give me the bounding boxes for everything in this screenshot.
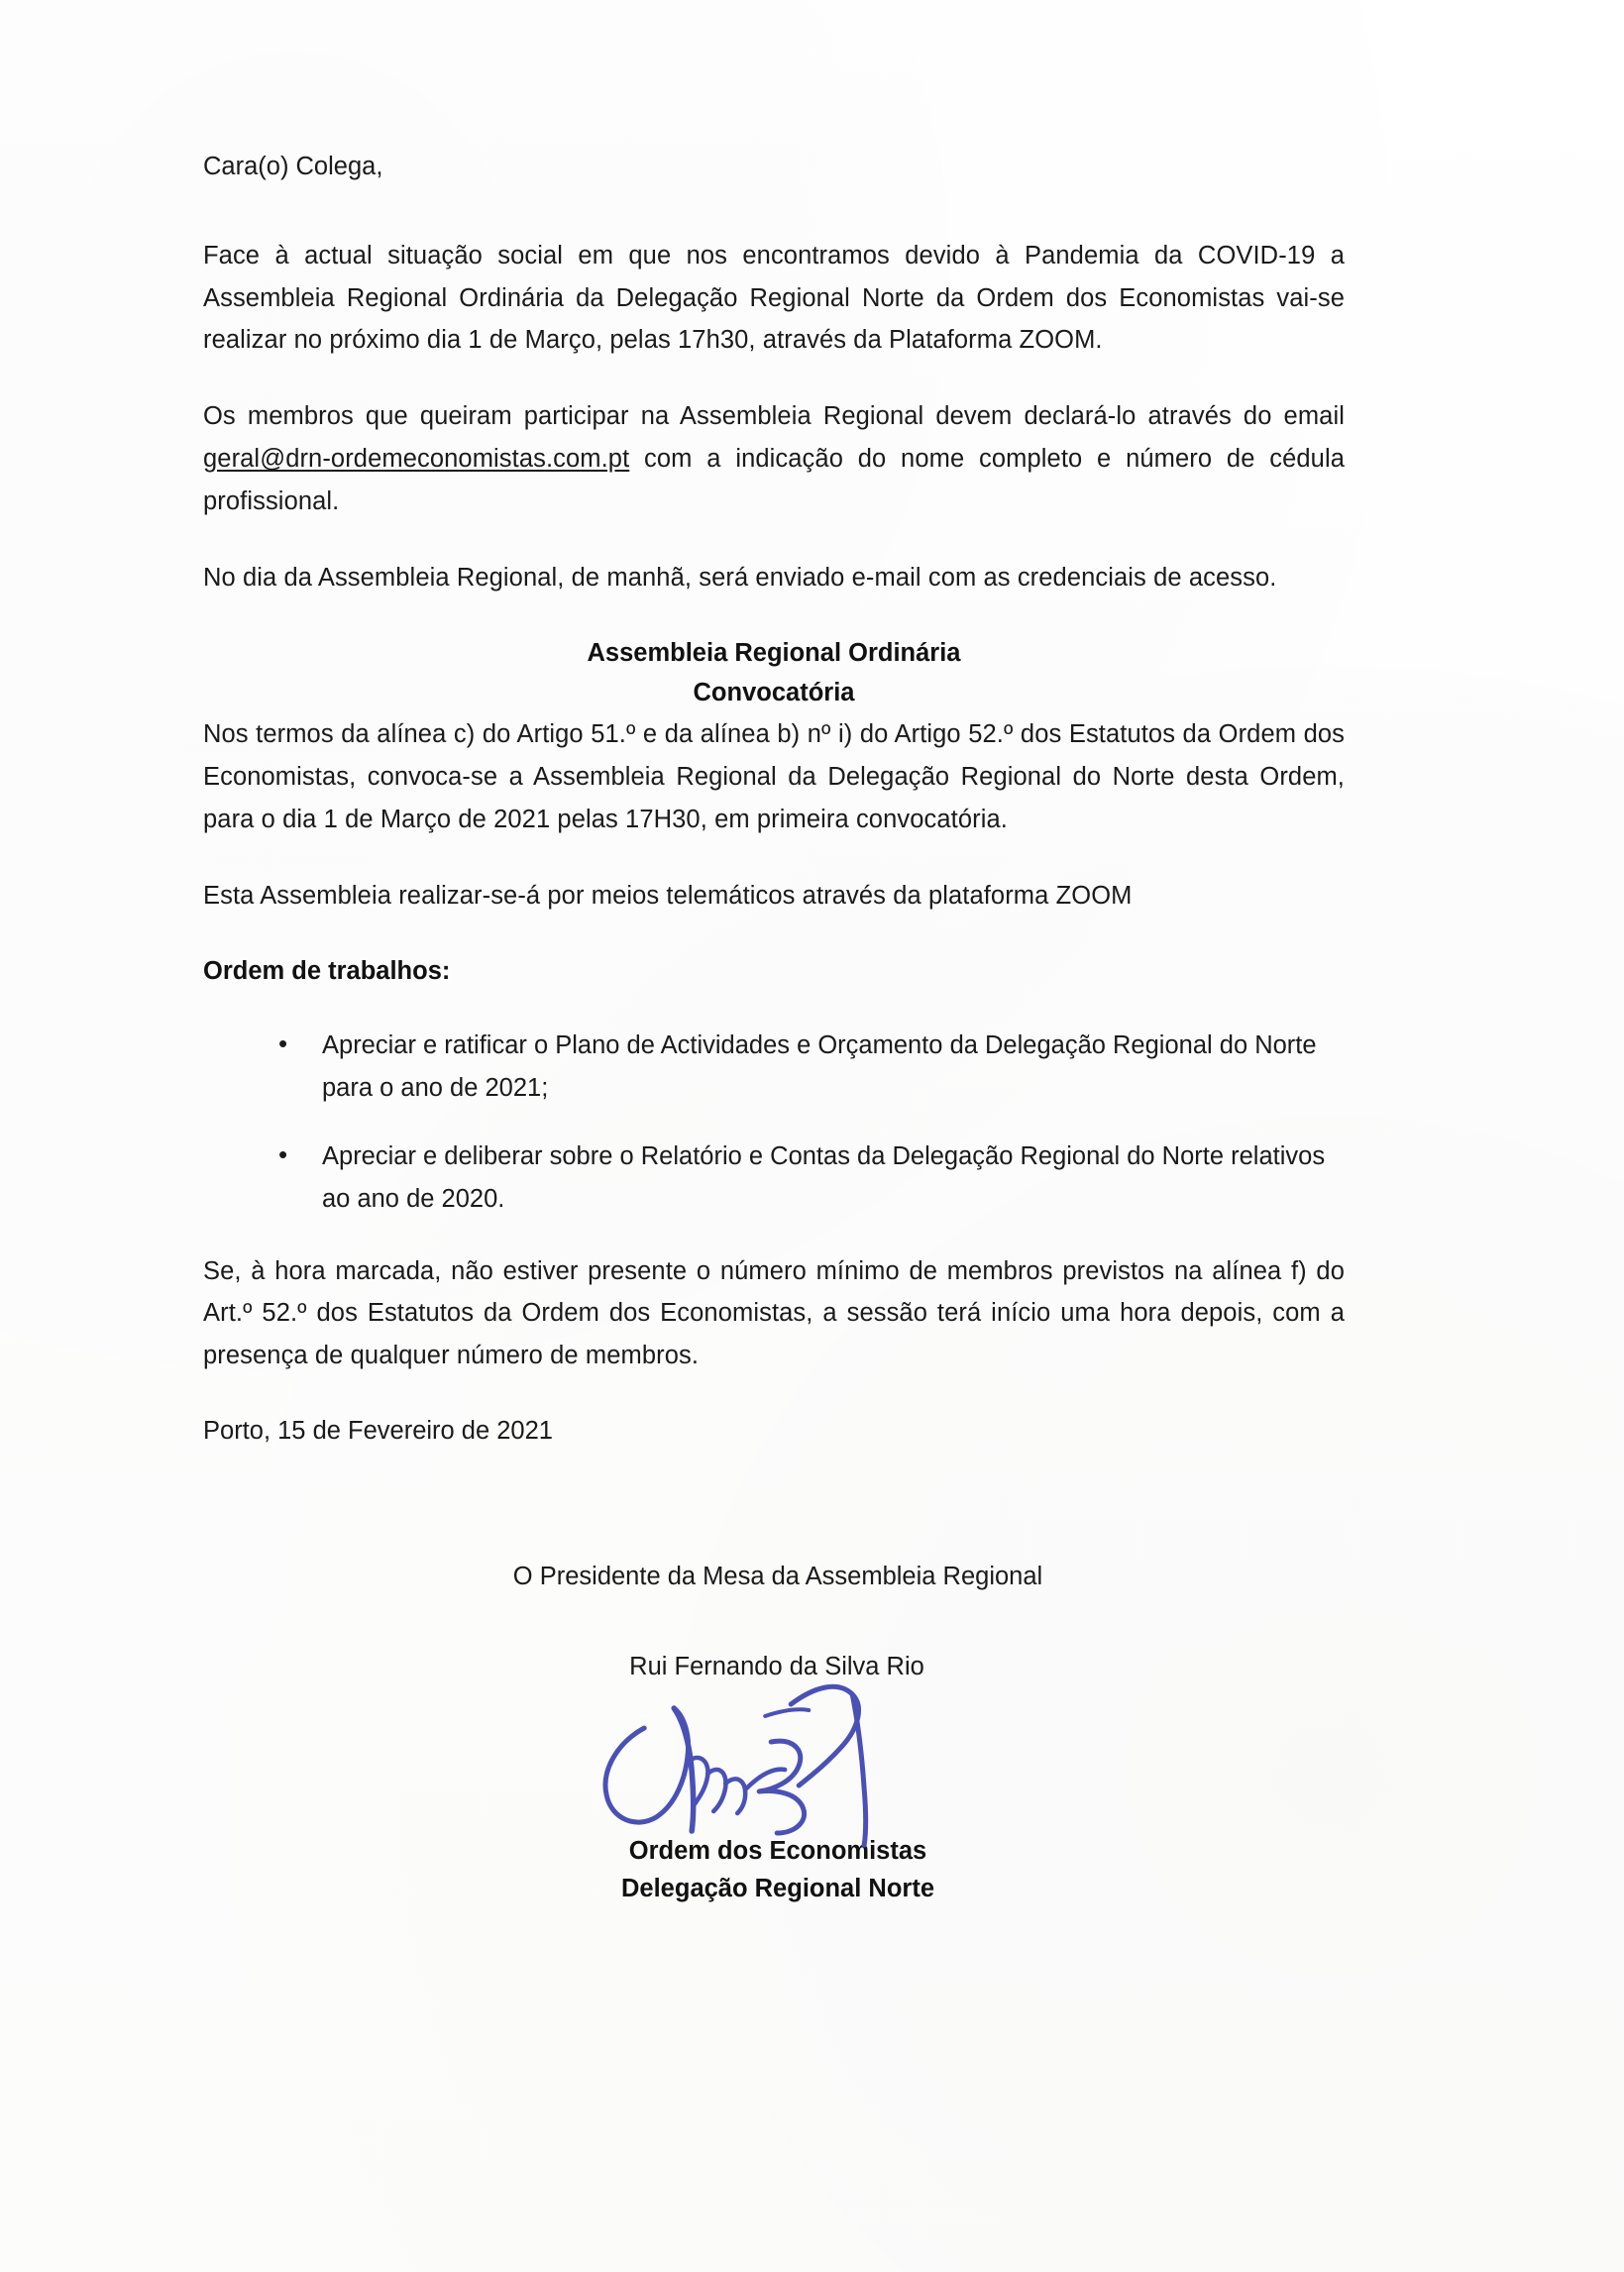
participation-text-after-email: com a indicação do nome completo e número de cédula profissional. (203, 445, 1345, 515)
delegation-name: Delegação Regional Norte (621, 1875, 934, 1903)
agenda-title: Ordem de trabalhos: (203, 956, 451, 985)
paragraph-platform: Esta Assembleia realizar-se-á por meios telemáticos através da plataforma ZOOM (203, 881, 1133, 910)
president-name: Rui Fernando da Silva Rio (629, 1652, 924, 1680)
participation-text-before-email: Os membros que queiram participar na Assembleia Regional devem declará-lo através do email (203, 402, 1345, 431)
paragraph-credentials: No dia da Assembleia Regional, de manhã, será enviado e-mail com as credenciais de acesso. (203, 563, 1277, 592)
contact-email-link[interactable]: geral@drn-ordemeconomistas.com.pt (203, 445, 630, 474)
heading-convocation: Convocatória (693, 679, 855, 707)
list-item: • Apreciar e deliberar sobre o Relatório e Contas da Delegação Regional do Norte relativos ao ano de 2020. (278, 1136, 1345, 1221)
paragraph-legal-basis: Nos termos da alínea c) do Artigo 51.º e da alínea b) nº i) do Artigo 52.º dos Estatutos da Ordem dos Economistas, convoca-se a Assembleia Regional da Delegação Regional do Norte desta Ordem, para o dia 1 de Março de 2021 pelas 17H30, em primeira convocatória. (203, 720, 1345, 833)
paragraph-participation (203, 395, 1345, 522)
president-role-label: O Presidente da Mesa da Assembleia Regional (512, 1562, 1043, 1590)
list-item: • Apreciar e ratificar o Plano de Actividades e Orçamento da Delegação Regional do Norte para o ano de 2021; (278, 1025, 1345, 1110)
paragraph-quorum-note: Se, à hora marcada, não estiver presente o número mínimo de membros previstos na alínea f) do Art.º 52.º dos Estatutos da Ordem dos Economistas, a sessão terá início uma hora depois, com a presença de qualquer número de membros. (203, 1256, 1345, 1370)
organization-name: Ordem dos Economistas (628, 1837, 927, 1866)
agenda-list (203, 1025, 1345, 1220)
signature-block (203, 1557, 1345, 1908)
place-and-date: Porto, 15 de Fevereiro de 2021 (203, 1417, 553, 1446)
paragraph-intro: Face à actual situação social em que nos encontramos devido à Pandemia da COVID-19 a Assembleia Regional Ordinária da Delegação Regional Norte da Ordem dos Economistas vai-se realizar no próximo dia 1 de Março, pelas 17h30, através da Plataforma ZOOM. (203, 241, 1345, 355)
salutation: Cara(o) Colega, (203, 153, 383, 180)
organization-footer (203, 1833, 1345, 1907)
heading-assembly: Assembleia Regional Ordinária (587, 638, 961, 667)
document-content (203, 147, 1345, 1908)
